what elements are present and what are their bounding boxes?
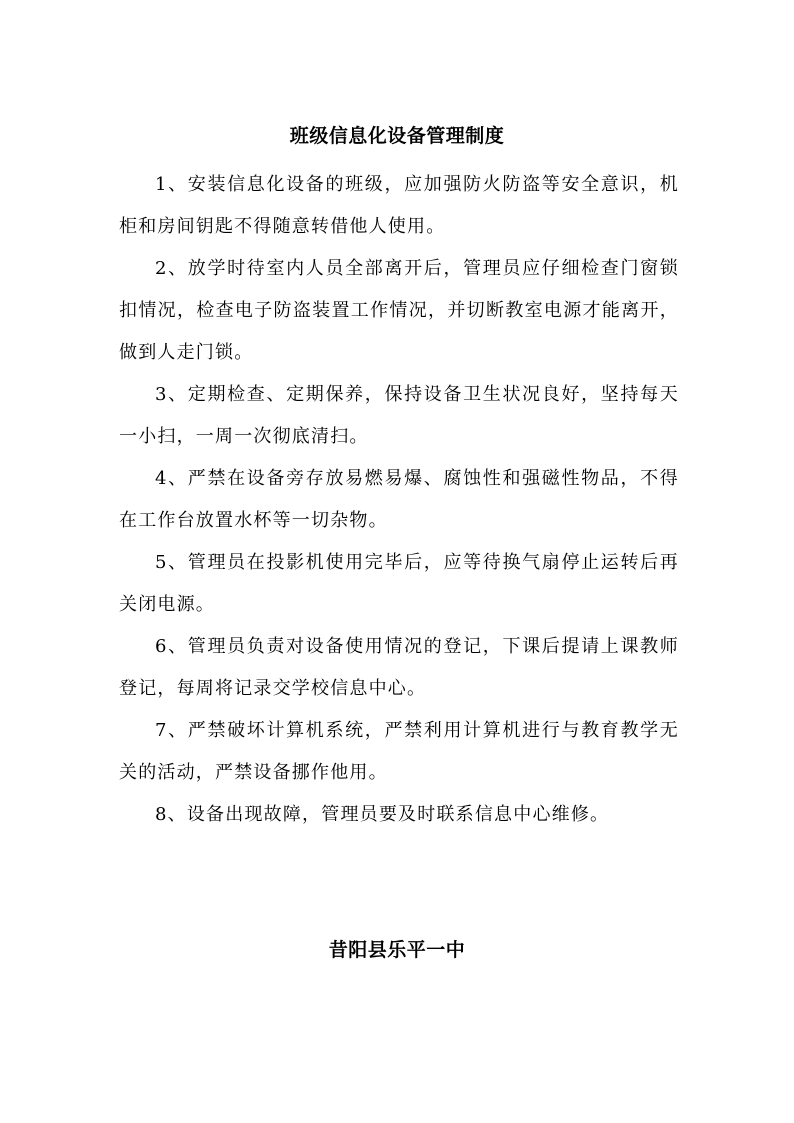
issuer-name: 昔阳县乐平一中 — [328, 939, 466, 961]
document-title: 班级信息化设备管理制度 — [289, 125, 505, 147]
rule-item: 5、管理员在投影机使用完毕后，应等待换气扇停止运转后再关闭电源。 — [119, 552, 679, 615]
rule-item: 3、定期检查、定期保养，保持设备卫生状况良好，坚持每天一小扫，一周一次彻底清扫。 — [119, 384, 679, 447]
rule-item: 7、严禁破坏计算机系统，严禁利用计算机进行与教育教学无关的活动，严禁设备挪作他用。 — [119, 720, 679, 783]
rule-item: 2、放学时待室内人员全部离开后，管理员应仔细检查门窗锁扣情况，检查电子防盗装置工作情况，并切断教室电源才能离开，做到人走门锁。 — [119, 258, 679, 363]
rule-item: 8、设备出现故障，管理员要及时联系信息中心维修。 — [155, 804, 610, 825]
rule-item: 4、严禁在设备旁存放易燃易爆、腐蚀性和强磁性物品，不得在工作台放置水杯等一切杂物。 — [119, 468, 679, 531]
rule-item: 1、安装信息化设备的班级，应加强防火防盗等安全意识，机柜和房间钥匙不得随意转借他人使用。 — [119, 174, 679, 237]
rule-item: 6、管理员负责对设备使用情况的登记，下课后提请上课教师登记，每周将记录交学校信息中心。 — [119, 636, 679, 699]
rules-list — [119, 164, 679, 836]
